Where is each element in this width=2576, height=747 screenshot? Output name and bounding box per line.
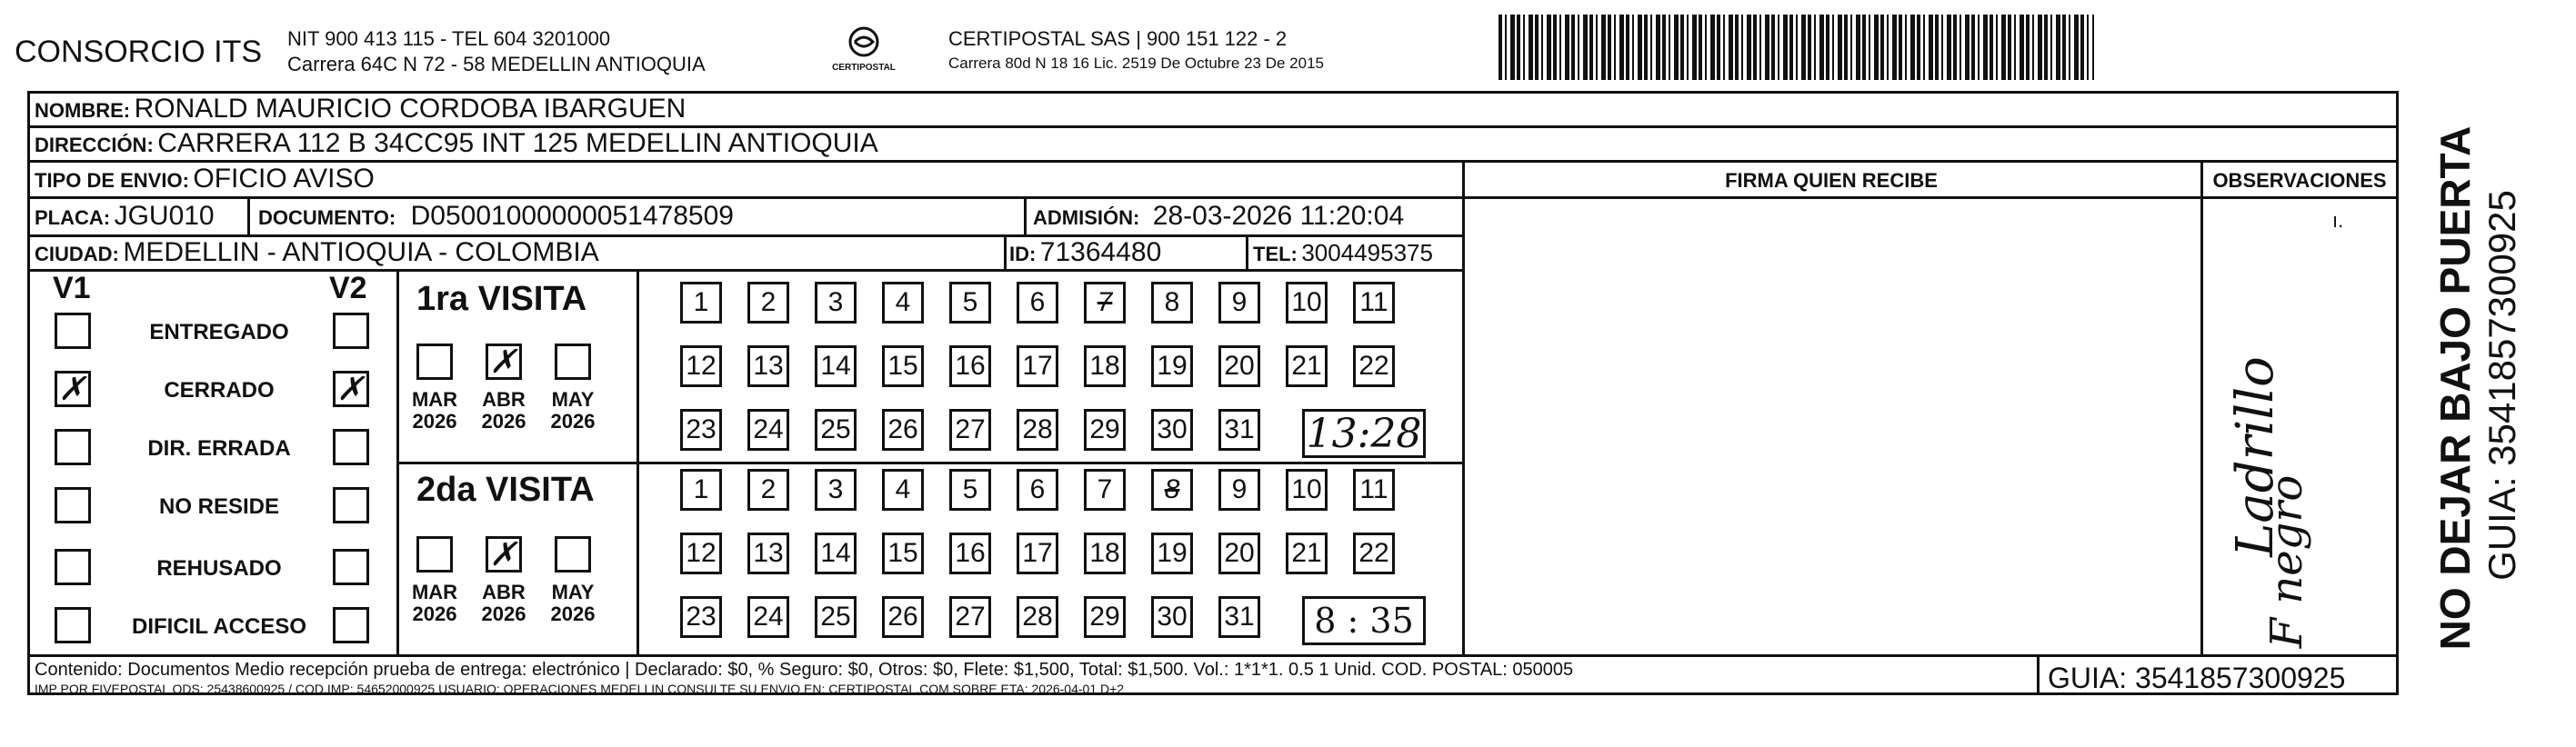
status-label: CERRADO xyxy=(164,378,275,403)
footer-guia: GUIA: 3541857300925 xyxy=(2048,662,2346,694)
first-visit-label: 1ra VISITA xyxy=(416,280,587,318)
documento-row xyxy=(258,201,734,232)
id-row xyxy=(1009,237,1161,268)
direccion-value: CARRERA 112 B 34CC95 INT 125 MEDELLIN ANTIOQUIA xyxy=(157,128,878,158)
day-box[interactable]: 8 xyxy=(1151,469,1193,511)
day-box[interactable]: 26 xyxy=(882,596,924,638)
status-label: REHUSADO xyxy=(156,556,282,581)
month-checkbox[interactable] xyxy=(416,344,453,380)
ciudad-value: MEDELLIN - ANTIOQUIA - COLOMBIA xyxy=(123,237,599,267)
day-box[interactable]: 19 xyxy=(1151,533,1193,574)
observation-tick: ı. xyxy=(2332,209,2344,232)
day-box[interactable]: 15 xyxy=(882,345,924,387)
day-box[interactable]: 9 xyxy=(1218,282,1260,324)
v2-checkbox[interactable] xyxy=(333,487,369,523)
day-box[interactable]: 12 xyxy=(680,533,722,574)
admision-label: ADMISIÓN: xyxy=(1033,206,1140,229)
day-box[interactable]: 2 xyxy=(747,282,789,324)
status-label: DIR. ERRADA xyxy=(147,436,291,461)
day-box[interactable]: 11 xyxy=(1353,282,1395,324)
day-box[interactable]: 31 xyxy=(1218,409,1260,451)
day-box[interactable]: 6 xyxy=(1017,282,1058,324)
month-name: MAR xyxy=(411,388,458,411)
month-checkbox[interactable] xyxy=(555,536,591,573)
day-box[interactable]: 29 xyxy=(1084,409,1126,451)
tipo-value: OFICIO AVISO xyxy=(193,164,375,194)
month-year: 2026 xyxy=(412,410,457,433)
v2-checkbox[interactable] xyxy=(333,549,369,585)
month-name: MAY xyxy=(551,581,595,603)
day-box[interactable]: 4 xyxy=(882,469,924,511)
month-year: 2026 xyxy=(412,603,457,625)
day-box[interactable]: 13 xyxy=(747,345,789,387)
day-box[interactable]: 10 xyxy=(1286,282,1328,324)
placa-row xyxy=(35,201,215,232)
day-box[interactable]: 27 xyxy=(949,596,991,638)
tel-row xyxy=(1253,239,1433,267)
courier-line: CERTIPOSTAL SAS | 900 151 122 - 2 xyxy=(948,27,1288,50)
second-time-box: 8 : 35 xyxy=(1302,596,1426,645)
day-box[interactable]: 30 xyxy=(1151,409,1193,451)
month-label xyxy=(476,582,531,625)
status-label: NO RESIDE xyxy=(158,494,280,519)
v2-checkbox[interactable] xyxy=(333,429,369,465)
v2-checkbox[interactable] xyxy=(333,607,369,643)
footer-contenido: Contenido: Documentos Medio recepción prueba de entrega: electrónico | Declarado: $0, % Seguro: $0, Otros: $0, Flete: $1,500, Total: $1,500. Vol.: 1*1*1. 0.5 1 Unid. COD. POSTAL: 050005 xyxy=(35,660,1574,680)
day-box[interactable]: 9 xyxy=(1218,469,1260,511)
second-visit-label: 2da VISITA xyxy=(416,471,595,509)
day-box[interactable]: 14 xyxy=(815,533,857,574)
id-value: 71364480 xyxy=(1039,237,1162,267)
month-label xyxy=(476,389,531,433)
month-name: ABR xyxy=(482,581,526,603)
day-box[interactable]: 4 xyxy=(882,282,924,324)
day-box[interactable]: 3 xyxy=(815,469,857,511)
day-box[interactable]: 31 xyxy=(1218,596,1260,638)
day-box[interactable]: 14 xyxy=(815,345,857,387)
v2-checkbox[interactable] xyxy=(333,313,369,349)
month-year: 2026 xyxy=(550,603,596,625)
side-warning: NO DEJAR BAJO PUERTA xyxy=(2431,125,2479,651)
tel-value: 3004495375 xyxy=(1301,239,1433,266)
day-box[interactable]: 23 xyxy=(680,409,722,451)
month-checkbox[interactable] xyxy=(555,344,591,380)
day-box[interactable]: 1 xyxy=(680,282,722,324)
direccion-label: DIRECCIÓN: xyxy=(35,134,154,156)
month-year: 2026 xyxy=(481,410,526,433)
barcode xyxy=(1498,15,2094,80)
v2-cerrado-mark: ✗ xyxy=(336,370,365,407)
admision-value: 28-03-2026 11:20:04 xyxy=(1152,201,1405,231)
day-box[interactable]: 29 xyxy=(1084,596,1126,638)
certipostal-logo xyxy=(832,25,896,80)
day-box[interactable]: 7 xyxy=(1084,469,1126,511)
month-label xyxy=(546,582,600,625)
v1-checkbox[interactable] xyxy=(55,487,91,523)
status-label: ENTREGADO xyxy=(149,320,289,344)
day-box[interactable]: 22 xyxy=(1353,533,1395,574)
company-address: Carrera 64C N 72 - 58 MEDELLIN ANTIOQUIA xyxy=(287,53,706,75)
day-box[interactable]: 20 xyxy=(1218,533,1260,574)
day-box[interactable]: 24 xyxy=(747,409,789,451)
day-box[interactable]: 5 xyxy=(949,282,991,324)
observation-handwriting-2: F negro xyxy=(2261,474,2313,649)
company-name: CONSORCIO ITS xyxy=(15,35,263,69)
day-box[interactable]: 25 xyxy=(815,596,857,638)
placa-label: PLACA: xyxy=(35,206,111,229)
day-box[interactable]: 28 xyxy=(1017,596,1058,638)
day-box[interactable]: 17 xyxy=(1017,533,1058,574)
v1-checkbox[interactable] xyxy=(55,429,91,465)
day-box[interactable]: 17 xyxy=(1017,345,1058,387)
day-box[interactable]: 11 xyxy=(1353,469,1395,511)
id-label: ID: xyxy=(1009,243,1037,265)
day-box[interactable]: 15 xyxy=(882,533,924,574)
documento-label: DOCUMENTO: xyxy=(258,206,396,229)
v1-checkbox[interactable] xyxy=(55,607,91,643)
tipo-label: TIPO DE ENVIO: xyxy=(35,169,189,192)
day-box[interactable]: 2 xyxy=(747,469,789,511)
status-label: DIFICIL ACCESO xyxy=(131,614,306,639)
day-box[interactable]: 1 xyxy=(680,469,722,511)
nombre-label: NOMBRE: xyxy=(35,99,131,122)
day-box[interactable]: 3 xyxy=(815,282,857,324)
day-box[interactable]: 13 xyxy=(747,533,789,574)
month-year: 2026 xyxy=(481,603,526,625)
placa-value: JGU010 xyxy=(114,201,215,231)
day-box[interactable]: 25 xyxy=(815,409,857,451)
day-box[interactable]: 16 xyxy=(949,533,991,574)
side-guia: GUIA: 3541857300925 xyxy=(2481,190,2523,581)
first-time-box: 13:28 xyxy=(1302,409,1426,458)
month-year: 2026 xyxy=(550,410,596,433)
month-label xyxy=(407,389,462,433)
day-box[interactable]: 16 xyxy=(949,345,991,387)
day-box[interactable]: 18 xyxy=(1084,533,1126,574)
day-box[interactable]: 24 xyxy=(747,596,789,638)
day-box[interactable]: 7 xyxy=(1084,282,1126,324)
nit-line: NIT 900 413 115 - TEL 604 3201000 xyxy=(287,27,611,50)
day-box[interactable]: 26 xyxy=(882,409,924,451)
month-mark: ✗ xyxy=(489,343,517,380)
v1-checkbox[interactable] xyxy=(55,549,91,585)
day-box[interactable]: 10 xyxy=(1286,469,1328,511)
admision-row xyxy=(1033,201,1404,232)
logo-text: CERTIPOSTAL xyxy=(832,63,896,73)
month-checkbox[interactable] xyxy=(416,536,453,573)
day-box[interactable]: 5 xyxy=(949,469,991,511)
day-box[interactable]: 22 xyxy=(1353,345,1395,387)
direccion-row xyxy=(35,128,878,159)
nombre-row xyxy=(35,94,686,124)
tel-label: TEL: xyxy=(1253,243,1298,265)
ciudad-label: CIUDAD: xyxy=(35,243,119,265)
day-box[interactable]: 20 xyxy=(1218,345,1260,387)
day-box[interactable]: 6 xyxy=(1017,469,1058,511)
month-name: MAY xyxy=(551,388,595,411)
day-box[interactable]: 21 xyxy=(1286,533,1328,574)
day-box[interactable]: 12 xyxy=(680,345,722,387)
nombre-value: RONALD MAURICIO CORDOBA IBARGUEN xyxy=(134,94,687,124)
month-label xyxy=(546,389,600,433)
month-name: MAR xyxy=(411,581,458,603)
month-name: ABR xyxy=(482,388,526,411)
v2-label: V2 xyxy=(329,271,367,305)
month-label xyxy=(407,582,462,625)
v1-label: V1 xyxy=(53,271,91,305)
logo-icon xyxy=(847,25,880,58)
v1-checkbox[interactable] xyxy=(55,313,91,349)
ciudad-row xyxy=(35,237,599,268)
day-box[interactable]: 30 xyxy=(1151,596,1193,638)
day-box[interactable]: 8 xyxy=(1151,282,1193,324)
month-mark: ✗ xyxy=(489,535,517,573)
firma-label: FIRMA QUIEN RECIBE xyxy=(1725,169,1938,192)
day-box[interactable]: 19 xyxy=(1151,345,1193,387)
tipo-row xyxy=(35,164,375,194)
courier-address: Carrera 80d N 18 16 Lic. 2519 De Octubre 23 De 2015 xyxy=(948,55,1324,72)
observation-handwriting-1: Ladrillo xyxy=(2225,356,2285,557)
day-box[interactable]: 21 xyxy=(1286,345,1328,387)
v1-cerrado-mark: ✗ xyxy=(58,370,86,407)
footer-imp: IMP POR FIVEPOSTAL ODS: 25438600925 / COD.IMP: 54652000925 USUARIO: OPERACIONES MEDELLIN CONSULTE SU ENVIO EN: CERTIPOSTAL.COM SOBRE ETA: 2026-04-01 D+2 xyxy=(35,682,1125,696)
documento-value: D05001000000051478509 xyxy=(410,201,734,231)
observaciones-label: OBSERVACIONES xyxy=(2212,169,2387,192)
day-box[interactable]: 28 xyxy=(1017,409,1058,451)
day-box[interactable]: 27 xyxy=(949,409,991,451)
day-box[interactable]: 18 xyxy=(1084,345,1126,387)
day-box[interactable]: 23 xyxy=(680,596,722,638)
